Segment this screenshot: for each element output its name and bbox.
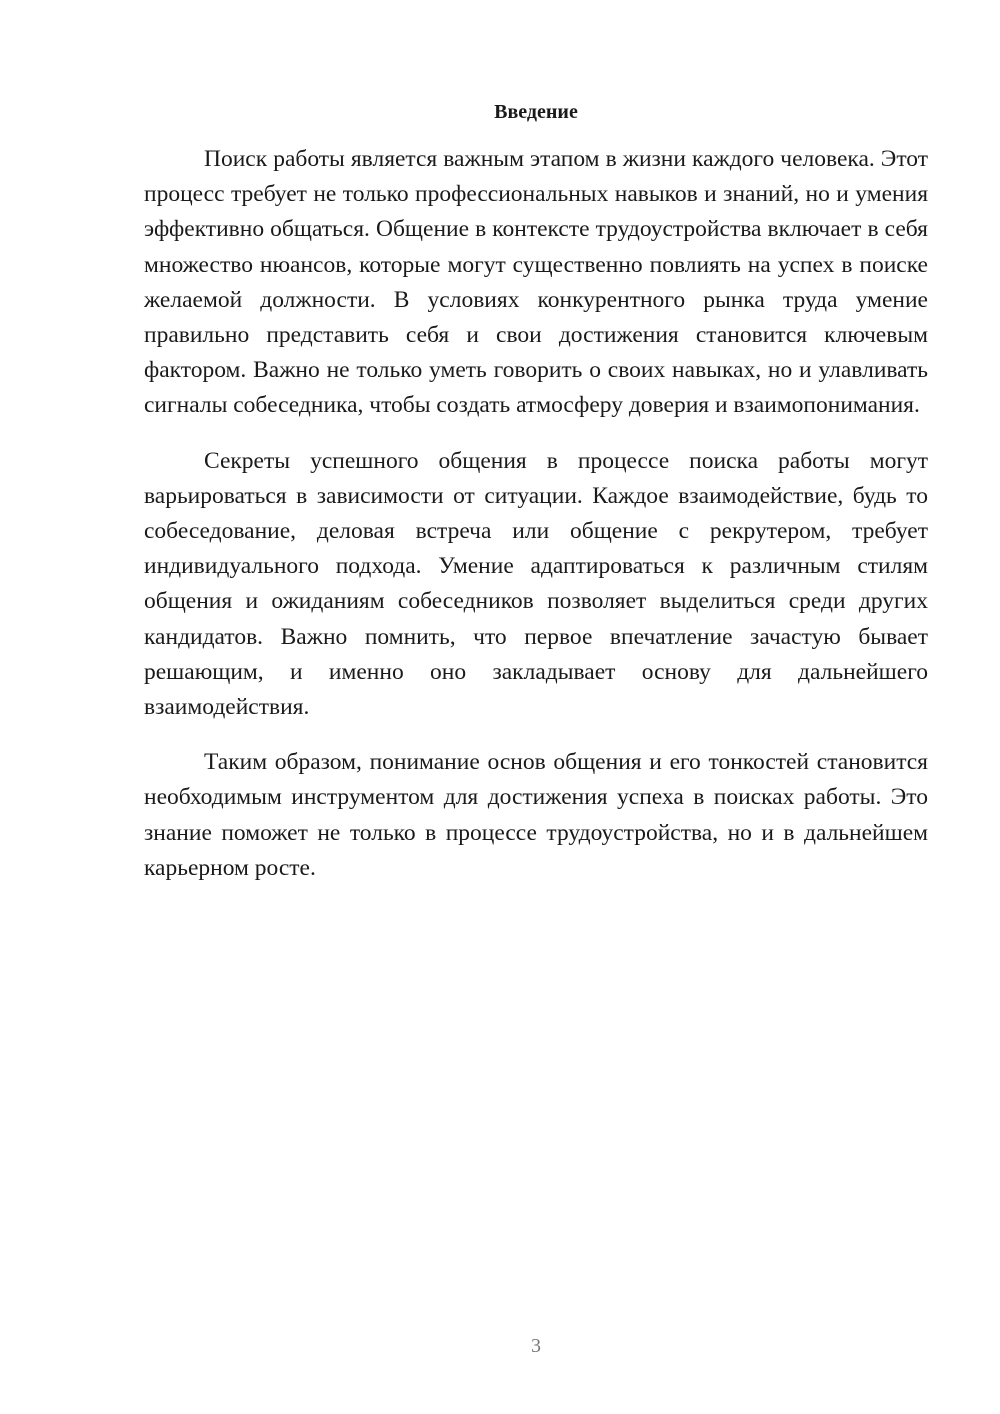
paragraph-3: Таким образом, понимание основ общения и его тонкостей становится необходимым инструментом для достижения успеха в поисках работы. Это знание поможет не только в процессе трудоустройства, но и в дальнейшем карьерном росте. [144, 749, 928, 881]
paragraph-2: Секреты успешного общения в процессе поиска работы могут варьироваться в зависимости от ситуации. Каждое взаимодействие, будь то собеседование, деловая встреча или общение с рекрутером, требует индивидуального подхода. Умение адаптироваться к различным стилям общения и ожиданиям собеседников позволяет выделиться среди других кандидатов. Важно помнить, что первое впечатление зачастую бывает решающим, и именно оно закладывает основу для дальнейшего взаимодействия. [144, 447, 928, 721]
section-heading: Введение [494, 101, 578, 123]
paragraph-1: Поиск работы является важным этапом в жизни каждого человека. Этот процесс требует не только профессиональных навыков и знаний, но и умения эффективно общаться. Общение в контексте трудоустройства включает в себя множество нюансов, которые могут существенно повлиять на успех в поиске желаемой должности. В условиях конкурентного рынка труда умение правильно представить себя и свои достижения становится ключевым фактором. Важно не только уметь говорить о своих навыках, но и улавливать сигналы собеседника, чтобы создать атмосферу доверия и взаимопонимания. [144, 146, 928, 419]
page-number: 3 [531, 1335, 541, 1357]
document-body [144, 142, 928, 906]
